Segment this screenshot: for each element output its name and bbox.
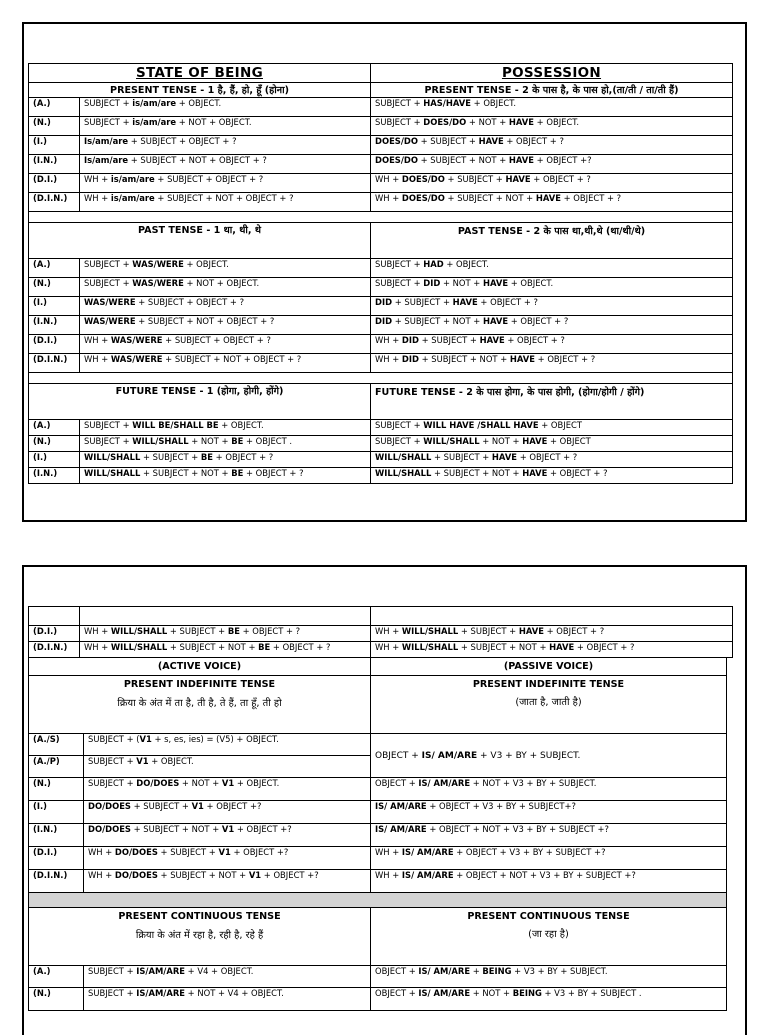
formula: WH + DO/DOES + SUBJECT + NOT + V1 + OBJECT +? (84, 870, 371, 893)
row-tag: (I.N.) (29, 824, 84, 847)
worksheet-page-1 (22, 22, 747, 522)
formula: OBJECT + IS/ AM/ARE + NOT + BEING + V3 + BY + SUBJECT . (371, 988, 727, 1011)
formula: WH + WILL/SHALL + SUBJECT + NOT + HAVE + OBJECT + ? (371, 642, 733, 658)
formula: WH + WILL/SHALL + SUBJECT + BE + OBJECT + ? (80, 626, 371, 642)
formula: WILL/SHALL + SUBJECT + NOT + BE + OBJECT + ? (80, 468, 371, 484)
formula: WH + WILL/SHALL + SUBJECT + HAVE + OBJECT + ? (371, 626, 733, 642)
formula: WH + IS/ AM/ARE + OBJECT + NOT + V3 + BY + SUBJECT +? (371, 870, 727, 893)
voice-table (28, 657, 727, 1011)
row-tag: (I.) (29, 452, 80, 468)
table-row (29, 847, 727, 870)
table-row (29, 98, 733, 117)
formula: WILL/SHALL + SUBJECT + HAVE + OBJECT + ? (371, 452, 733, 468)
table-row (29, 174, 733, 193)
pit-passive-title: PRESENT INDEFINITE TENSE (472, 679, 625, 690)
formula: Is/am/are + SUBJECT + NOT + OBJECT + ? (80, 155, 371, 174)
formula: SUBJECT + WILL/SHALL + NOT + BE + OBJECT . (80, 436, 371, 452)
table-row (29, 155, 733, 174)
formula: SUBJECT + is/am/are + NOT + OBJECT. (80, 117, 371, 136)
formula: SUBJECT + WAS/WERE + OBJECT. (80, 259, 371, 278)
row-tag: (D.I.N.) (29, 870, 84, 893)
table-row (29, 278, 733, 297)
formula: WAS/WERE + SUBJECT + OBJECT + ? (80, 297, 371, 316)
table-row (29, 734, 727, 756)
formula: WH + DID + SUBJECT + HAVE + OBJECT + ? (371, 335, 733, 354)
row-tag: (N.) (29, 278, 80, 297)
formula: DID + SUBJECT + NOT + HAVE + OBJECT + ? (371, 316, 733, 335)
row-tag: (A.) (29, 98, 80, 117)
table-row (29, 436, 733, 452)
formula: IS/ AM/ARE + OBJECT + V3 + BY + SUBJECT+? (371, 801, 727, 824)
formula: OBJECT + IS/ AM/ARE + NOT + V3 + BY + SUBJECT. (371, 778, 727, 801)
row-tag: (D.I.N.) (29, 193, 80, 212)
row-tag: (D.I.N.) (29, 354, 80, 373)
formula: IS/ AM/ARE + OBJECT + NOT + V3 + BY + SUBJECT +? (371, 824, 727, 847)
formula: WH + DO/DOES + SUBJECT + V1 + OBJECT +? (84, 847, 371, 870)
pit-active-title: PRESENT INDEFINITE TENSE (123, 679, 276, 690)
row-tag: (N.) (29, 778, 84, 801)
heading-possession: POSSESSION (371, 64, 733, 83)
formula: WH + WAS/WERE + SUBJECT + OBJECT + ? (80, 335, 371, 354)
formula: SUBJECT + WILL/SHALL + NOT + HAVE + OBJECT (371, 436, 733, 452)
formula: WAS/WERE + SUBJECT + NOT + OBJECT + ? (80, 316, 371, 335)
table-row (29, 136, 733, 155)
past-tense-2-header: PAST TENSE - 2 के पास था,थी,थे (था/थी/थे) (371, 223, 733, 259)
table-row (29, 642, 733, 658)
table-row (29, 193, 733, 212)
table-row (29, 870, 727, 893)
empty-cell (80, 607, 371, 626)
pct-passive-note: (जा रहा है) (528, 929, 569, 940)
row-tag: (D.I.) (29, 847, 84, 870)
row-tag: (A.) (29, 259, 80, 278)
row-tag: (N.) (29, 988, 84, 1011)
formula: WH + IS/ AM/ARE + OBJECT + V3 + BY + SUBJECT +? (371, 847, 727, 870)
row-tag: (D.I.) (29, 626, 80, 642)
table-row (29, 420, 733, 436)
future-tense-1-header: FUTURE TENSE - 1 (होगा, होगी, होंगे) (29, 384, 371, 420)
empty-cell (371, 607, 733, 626)
formula: WH + WILL/SHALL + SUBJECT + NOT + BE + OBJECT + ? (80, 642, 371, 658)
formula: WH + DID + SUBJECT + NOT + HAVE + OBJECT + ? (371, 354, 733, 373)
formula: SUBJECT + DID + NOT + HAVE + OBJECT. (371, 278, 733, 297)
formula: WH + is/am/are + SUBJECT + NOT + OBJECT + ? (80, 193, 371, 212)
formula: WH + DOES/DO + SUBJECT + HAVE + OBJECT + ? (371, 174, 733, 193)
present-tense-1-header: PRESENT TENSE - 1 है, हैं, हो, हूँ (होना) (29, 83, 371, 98)
formula: Is/am/are + SUBJECT + OBJECT + ? (80, 136, 371, 155)
table-row (29, 452, 733, 468)
row-tag: (A./P) (29, 756, 84, 778)
passive-voice-header: (PASSIVE VOICE) (371, 658, 727, 676)
row-tag: (I.N.) (29, 155, 80, 174)
row-tag: (I.N.) (29, 468, 80, 484)
formula: SUBJECT + WILL BE/SHALL BE + OBJECT. (80, 420, 371, 436)
table-row (29, 335, 733, 354)
formula: SUBJECT + IS/AM/ARE + NOT + V4 + OBJECT. (84, 988, 371, 1011)
formula: WILL/SHALL + SUBJECT + NOT + HAVE + OBJECT + ? (371, 468, 733, 484)
formula: SUBJECT + HAD + OBJECT. (371, 259, 733, 278)
spacer-row (29, 212, 733, 223)
row-tag: (A./S) (29, 734, 84, 756)
row-tag: (I.) (29, 136, 80, 155)
present-tense-2-header: PRESENT TENSE - 2 के पास है, के पास हो,(ता/ती / ता/ती हैं) (371, 83, 733, 98)
formula: WH + DOES/DO + SUBJECT + NOT + HAVE + OBJECT + ? (371, 193, 733, 212)
heading-state-of-being: STATE OF BEING (29, 64, 371, 83)
spacer-row (29, 373, 733, 384)
row-tag: (N.) (29, 117, 80, 136)
row-tag: (D.I.) (29, 174, 80, 193)
table-row (29, 297, 733, 316)
table-row (29, 801, 727, 824)
formula: SUBJECT + IS/AM/ARE + V4 + OBJECT. (84, 966, 371, 988)
formula: SUBJECT + DOES/DO + NOT + HAVE + OBJECT. (371, 117, 733, 136)
tense-table-state-possession (28, 63, 733, 484)
empty-cell (29, 607, 80, 626)
future-tense-2-header: FUTURE TENSE - 2 के पास होगा, के पास होगी, (होगा/होगी / होंगे) (371, 384, 733, 420)
past-tense-1-header: PAST TENSE - 1 था, थी, थे (29, 223, 371, 259)
formula: SUBJECT + (V1 + s, es, ies) = (V5) + OBJECT. (84, 734, 371, 756)
formula: DO/DOES + SUBJECT + V1 + OBJECT +? (84, 801, 371, 824)
table-row (29, 824, 727, 847)
formula-merged: OBJECT + IS/ AM/ARE + V3 + BY + SUBJECT. (371, 734, 727, 778)
row-tag: (D.I.) (29, 335, 80, 354)
pct-passive-title: PRESENT CONTINUOUS TENSE (467, 911, 630, 922)
row-tag: (A.) (29, 966, 84, 988)
row-tag: (I.N.) (29, 316, 80, 335)
row-tag: (I.) (29, 297, 80, 316)
gray-separator-row (29, 893, 727, 908)
table-row (29, 626, 733, 642)
formula: WH + is/am/are + SUBJECT + OBJECT + ? (80, 174, 371, 193)
formula: SUBJECT + is/am/are + OBJECT. (80, 98, 371, 117)
active-voice-header: (ACTIVE VOICE) (29, 658, 371, 676)
formula: SUBJECT + V1 + OBJECT. (84, 756, 371, 778)
table-row (29, 468, 733, 484)
table-row (29, 259, 733, 278)
formula: SUBJECT + WILL HAVE /SHALL HAVE + OBJECT (371, 420, 733, 436)
future-tense-continued-table (28, 606, 733, 658)
row-tag: (A.) (29, 420, 80, 436)
formula: SUBJECT + WAS/WERE + NOT + OBJECT. (80, 278, 371, 297)
formula: WILL/SHALL + SUBJECT + BE + OBJECT + ? (80, 452, 371, 468)
pit-passive-note: (जाता है, जाती है) (515, 697, 582, 708)
table-row (29, 988, 727, 1011)
table-row (29, 316, 733, 335)
table-row (29, 966, 727, 988)
row-tag: (I.) (29, 801, 84, 824)
formula: DOES/DO + SUBJECT + HAVE + OBJECT + ? (371, 136, 733, 155)
formula: SUBJECT + HAS/HAVE + OBJECT. (371, 98, 733, 117)
pit-active-note: क्रिया के अंत में ता है, ती है, ते हैं, ता हूँ, ती हो (117, 698, 282, 709)
pct-active-title: PRESENT CONTINUOUS TENSE (118, 911, 281, 922)
row-tag: (N.) (29, 436, 80, 452)
formula: DOES/DO + SUBJECT + NOT + HAVE + OBJECT +? (371, 155, 733, 174)
table-row (29, 354, 733, 373)
formula: SUBJECT + DO/DOES + NOT + V1 + OBJECT. (84, 778, 371, 801)
table-row (29, 778, 727, 801)
pct-active-note: क्रिया के अंत में रहा है, रही है, रहे हैं (135, 930, 264, 941)
row-tag: (D.I.N.) (29, 642, 80, 658)
table-row (29, 117, 733, 136)
formula: DID + SUBJECT + HAVE + OBJECT + ? (371, 297, 733, 316)
formula: OBJECT + IS/ AM/ARE + BEING + V3 + BY + SUBJECT. (371, 966, 727, 988)
formula: WH + WAS/WERE + SUBJECT + NOT + OBJECT + ? (80, 354, 371, 373)
formula: DO/DOES + SUBJECT + NOT + V1 + OBJECT +? (84, 824, 371, 847)
worksheet-page-2 (22, 565, 747, 1035)
